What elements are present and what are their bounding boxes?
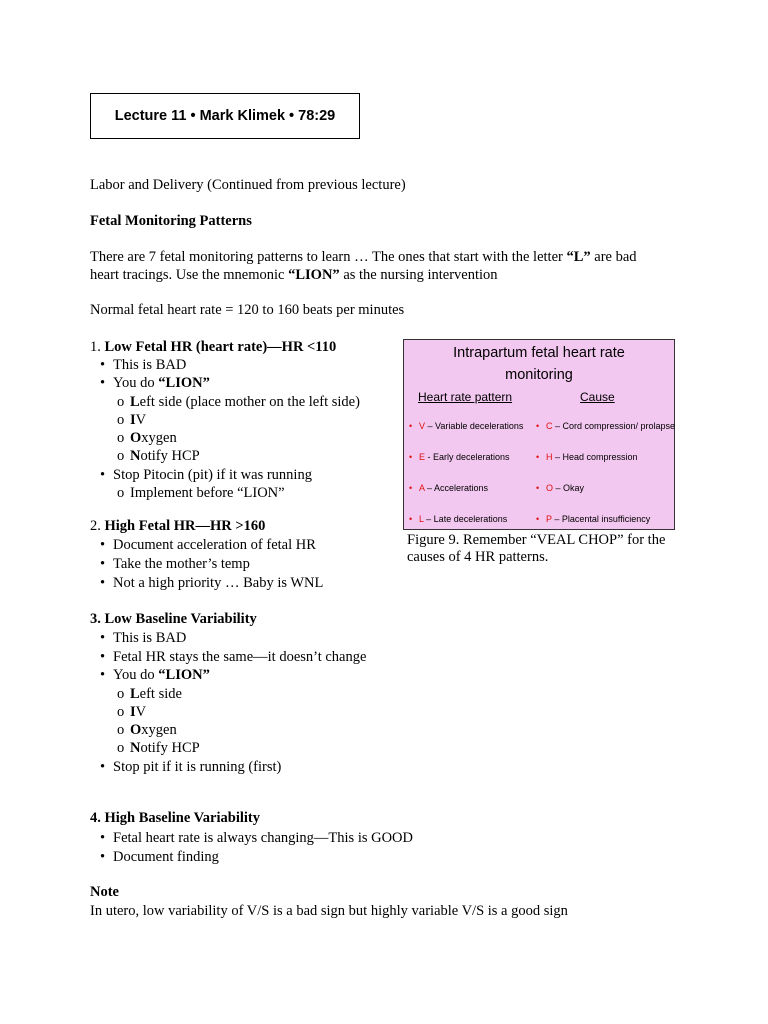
section-4-title: 4. High Baseline Variability [90, 810, 260, 826]
list-item: • Stop pit if it is running (first) [100, 759, 282, 775]
lion-item-notify: o Notify HCP [117, 448, 200, 464]
list-item: • You do “LION” [100, 667, 210, 683]
list-subitem: o Implement before “LION” [117, 485, 285, 501]
lion-item-left: o Left side (place mother on the left side) [117, 394, 360, 410]
lion-item-oxygen: o Oxygen [117, 722, 177, 738]
list-item: • Not a high priority … Baby is WNL [100, 575, 324, 591]
section-1-title: 1. Low Fetal HR (heart rate)—HR <110 [90, 339, 337, 355]
section-3-title: 3. Low Baseline Variability [90, 611, 257, 627]
lion-item-oxygen: o Oxygen [117, 430, 177, 446]
figure-row-h: • H – Head compression [536, 452, 638, 462]
list-item: • Fetal HR stays the same—it doesn’t change [100, 649, 367, 665]
figure-row-l: • L – Late decelerations [409, 514, 508, 524]
figure-caption: Figure 9. Remember “VEAL CHOP” for the causes of 4 HR patterns. [407, 532, 666, 565]
section-heading: Fetal Monitoring Patterns [90, 213, 252, 229]
veal-chop-figure [403, 339, 675, 530]
list-item: • Document finding [100, 849, 219, 865]
intro-paragraph-line2: heart tracings. Use the mnemonic “LION” as the nursing intervention [90, 267, 498, 283]
figure-column-cause: Cause [580, 390, 615, 404]
lion-item-iv: o IV [117, 704, 147, 720]
note-heading: Note [90, 884, 119, 900]
figure-column-pattern: Heart rate pattern [418, 390, 513, 404]
topic-line: Labor and Delivery (Continued from previous lecture) [90, 177, 406, 193]
section-2-title: 2. High Fetal HR—HR >160 [90, 518, 266, 534]
lecture-header-box [90, 93, 360, 139]
list-item: • Document acceleration of fetal HR [100, 537, 316, 553]
figure-row-v: • V – Variable decelerations [409, 421, 524, 431]
figure-row-a: • A – Accelerations [409, 483, 489, 493]
list-item: • Stop Pitocin (pit) if it was running [100, 467, 312, 483]
list-item: • This is BAD [100, 630, 187, 646]
figure-row-p: • P – Placental insufficiency [536, 514, 651, 524]
figure-title: Intrapartum fetal heart rate monitoring [453, 345, 625, 383]
list-item: • This is BAD [100, 357, 187, 373]
intro-paragraph-line1: There are 7 fetal monitoring patterns to learn … The ones that start with the letter “L” are bad [90, 249, 637, 265]
lion-item-iv: o IV [117, 412, 147, 428]
note-text: In utero, low variability of V/S is a bad sign but highly variable V/S is a good sign [90, 903, 568, 919]
list-item: • You do “LION” [100, 375, 210, 391]
normal-heart-rate: Normal fetal heart rate = 120 to 160 beats per minutes [90, 302, 405, 318]
figure-row-o: • O – Okay [536, 483, 585, 493]
list-item: • Take the mother’s temp [100, 556, 250, 572]
lecture-header-text: Lecture 11 • Mark Klimek • 78:29 [114, 108, 336, 124]
lion-item-notify: o Notify HCP [117, 740, 200, 756]
figure-row-e: • E - Early decelerations [409, 452, 510, 462]
lion-item-left: o Left side [117, 686, 182, 702]
figure-row-c: • C – Cord compression/ prolapse [536, 421, 676, 431]
list-item: • Fetal heart rate is always changing—This is GOOD [100, 830, 413, 846]
